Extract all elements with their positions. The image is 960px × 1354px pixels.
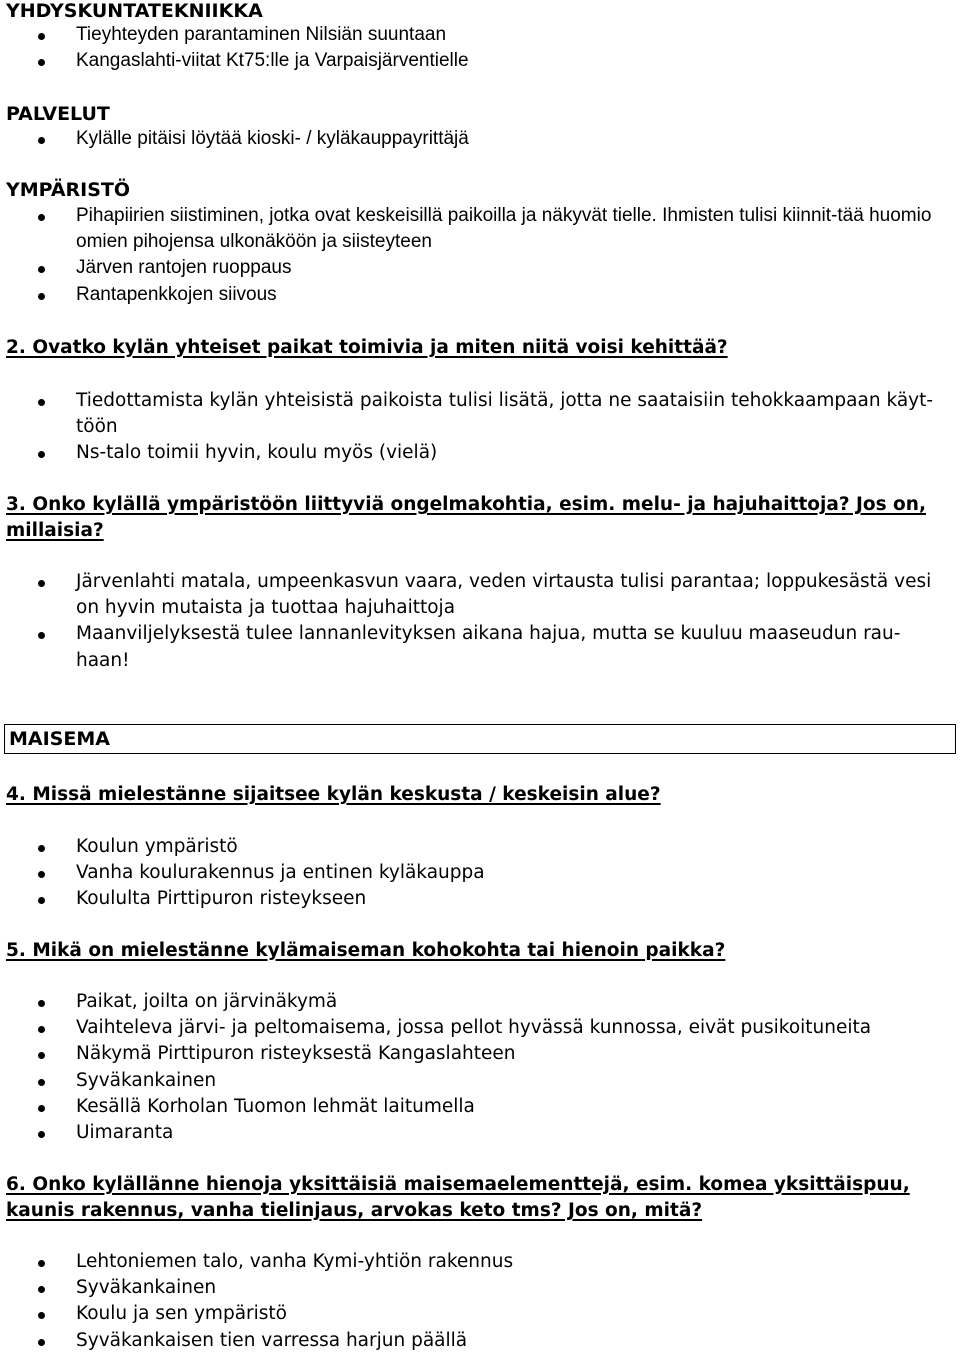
bullet-icon: [38, 1000, 45, 1007]
list-item: Paikat, joilta on järvinäkymä: [0, 989, 960, 1015]
list-item: Lehtoniemen talo, vanha Kymi-yhtiön rakennus: [0, 1249, 960, 1275]
bullet-icon: [38, 632, 45, 639]
question-2-title: 2. Ovatko kylän yhteiset paikat toimivia ja miten niitä voisi kehittää?: [6, 337, 728, 358]
list-item: Koulu ja sen ympäristö: [0, 1301, 960, 1327]
environment-list: [0, 203, 960, 308]
bullet-icon: [38, 871, 45, 878]
section-heading-services: PALVELUT: [6, 103, 110, 125]
bullet-icon: [38, 1339, 45, 1346]
bullet-icon: [38, 1052, 45, 1059]
bullet-icon: [38, 1105, 45, 1112]
question-5-list: [0, 989, 960, 1146]
list-item: Pihapiirien siistiminen, jotka ovat keskeisillä paikoilla ja näkyvät tielle. Ihmisten tulisi kiinnit-tää huomio omien pihojensa ulkonäköön ja siisteyteen: [0, 203, 960, 255]
bullet-icon: [38, 845, 45, 852]
bullet-icon: [38, 1260, 45, 1267]
list-item: Syväkankainen: [0, 1068, 960, 1094]
list-item: Järven rantojen ruoppaus: [0, 255, 960, 281]
question-6-title: 6. Onko kylällänne hienoja yksittäisiä maisemaelementtejä, esim. komea yksittäispuu, kaunis rakennus, vanha tielinjaus, arvokas keto tms? Jos on, mitä?: [6, 1174, 910, 1221]
bullet-icon: [38, 1079, 45, 1086]
list-item: Järvenlahti matala, umpeenkasvun vaara, veden virtausta tulisi parantaa; loppukesästä vesi on hyvin mutaista ja tuottaa hajuhaittoja: [0, 569, 960, 621]
bullet-icon: [38, 897, 45, 904]
list-item: Kangaslahti-viitat Kt75:lle ja Varpaisjärventielle: [0, 48, 960, 74]
bullet-icon: [38, 399, 45, 406]
question-4-list: [0, 834, 960, 913]
list-item: Vaihteleva järvi- ja peltomaisema, jossa pellot hyvässä kunnossa, eivät pusikoituneita: [0, 1015, 960, 1041]
services-list: [0, 126, 960, 152]
list-item: Syväkankainen: [0, 1275, 960, 1301]
list-item: Tieyhteyden parantaminen Nilsiän suuntaan: [0, 22, 960, 48]
bullet-icon: [38, 451, 45, 458]
bullet-icon: [38, 137, 45, 144]
bullet-icon: [38, 293, 45, 300]
section-heading-environment: YMPÄRISTÖ: [6, 179, 131, 201]
bullet-icon: [38, 1312, 45, 1319]
question-4-title: 4. Missä mielestänne sijaitsee kylän keskusta / keskeisin alue?: [6, 784, 661, 805]
list-item: Kesällä Korholan Tuomon lehmät laitumella: [0, 1094, 960, 1120]
bullet-icon: [38, 1026, 45, 1033]
list-item: Rantapenkkojen siivous: [0, 282, 960, 308]
bullet-icon: [38, 266, 45, 273]
infrastructure-list: [0, 22, 960, 74]
section-heading-infrastructure: YHDYSKUNTATEKNIIKKA: [6, 0, 263, 22]
list-item: Syväkankaisen tien varressa harjun päällä: [0, 1328, 960, 1354]
bullet-icon: [38, 1131, 45, 1138]
question-3-title: 3. Onko kylällä ympäristöön liittyviä ongelmakohtia, esim. melu- ja hajuhaittoja? Jos on, millaisia?: [6, 494, 926, 541]
question-2-list: [0, 388, 960, 467]
question-5-title: 5. Mikä on mielestänne kylämaiseman kohokohta tai hienoin paikka?: [6, 940, 726, 961]
list-item: Näkymä Pirttipuron risteyksestä Kangaslahteen: [0, 1041, 960, 1067]
bullet-icon: [38, 33, 45, 40]
question-6-list: [0, 1249, 960, 1354]
list-item: Vanha koulurakennus ja entinen kyläkauppa: [0, 860, 960, 886]
list-item: Maanviljelyksestä tulee lannanlevityksen aikana hajua, mutta se kuuluu maaseudun rau-haan!: [0, 621, 960, 673]
list-item: Uimaranta: [0, 1120, 960, 1146]
list-item: Ns-talo toimii hyvin, koulu myös (vielä): [0, 440, 960, 466]
list-item: Kylälle pitäisi löytää kioski- / kyläkauppayrittäjä: [0, 126, 960, 152]
list-item: Koulun ympäristö: [0, 834, 960, 860]
list-item: Tiedottamista kylän yhteisistä paikoista tulisi lisätä, jotta ne saataisiin tehokkaampaan käyt-töön: [0, 388, 960, 440]
landscape-heading-box: [4, 724, 956, 754]
bullet-icon: [38, 59, 45, 66]
list-item: Koululta Pirttipuron risteykseen: [0, 886, 960, 912]
bullet-icon: [38, 1286, 45, 1293]
question-3-list: [0, 569, 960, 674]
bullet-icon: [38, 580, 45, 587]
landscape-heading: MAISEMA: [9, 728, 110, 750]
bullet-icon: [38, 214, 45, 221]
